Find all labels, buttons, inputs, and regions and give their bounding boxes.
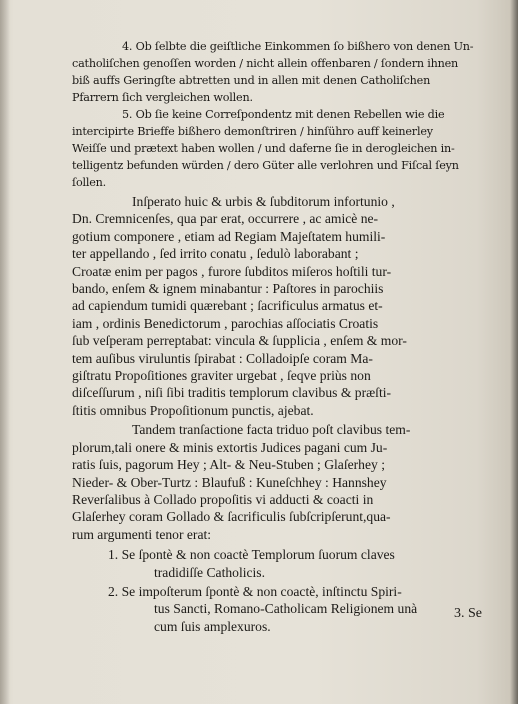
text-line: Croatæ enim per pagos , furore ſubditos miſeros hoſtili tur-	[72, 263, 392, 279]
text-line: biß auffs Geringſte abtretten und in allen mit denen Catholiſchen	[72, 74, 431, 87]
text-line: giſtratu Propoſitiones graviter urgebat , ſeqve priùs non	[72, 368, 371, 384]
text-line: ſub veſperam perreptabat: vincula & ſupplicia , enſem & mor-	[72, 333, 407, 349]
text-line: 2. Se impoſterum ſpontè & non coactè, inſtinctu Spiri-	[108, 583, 402, 599]
text-line: Dn. Cremnicenſes, qua par erat, occurrere , ac amicè ne-	[72, 211, 379, 227]
text-line: intercipirte Brieffe bißhero demonſtriren / hinſühro auff keinerley	[72, 125, 433, 138]
text-line: ter appellando , ſed irrito conatu , ſedulò laborabant ;	[72, 246, 359, 262]
text-line: 5. Ob ſie keine Correſpondentz mit denen Rebellen wie die	[122, 108, 445, 121]
binding-shadow	[0, 0, 10, 704]
catchword: 3. Se	[454, 606, 482, 621]
text-line: tem auſibus viruluntis ſpirabat : Colladoipſe coram Ma-	[72, 350, 373, 366]
page-edge	[510, 0, 518, 704]
text-block	[72, 38, 486, 635]
text-line: iam , ordinis Benedictorum , parochias aſſociatis Croatis	[72, 315, 379, 331]
text-line: ad capiendum tumidi quærebant ; ſacrificulus armatus et-	[72, 298, 383, 314]
text-line: Nieder- & Ober-Turtz : Blaufuß : Kuneſchhey : Hannshey	[72, 474, 387, 490]
list-item	[72, 546, 486, 581]
text-line: gotium componere , etiam ad Regiam Majeſtatem humili-	[72, 228, 386, 244]
text-line: plorum,tali onere & minis extortis Judices pagani cum Ju-	[72, 439, 388, 455]
text-line: Inſperato huic & urbis & ſubditorum infortunio ,	[132, 194, 395, 209]
text-line: tus Sancti, Romano-Catholicam Religionem unà	[154, 601, 418, 617]
text-line: telligentz befunden würden / dero Güter alle verlohren und Fiſcal ſeyn	[72, 159, 459, 172]
text-line: catholiſchen genoſſen worden / nicht allein offenbaren / ſondern ihnen	[72, 57, 459, 70]
text-line: 4. Ob ſelbte die geiſtliche Einkommen ſo bißhero von denen Un-	[122, 40, 474, 53]
text-line: rum argumenti tenor erat:	[72, 526, 212, 542]
text-line: Glaſerhey coram Gollado & ſacrificulis ſubſcripſerunt,qua-	[72, 509, 391, 525]
fraktur-paragraph-5	[72, 106, 486, 191]
text-line: cum ſuis amplexuros.	[154, 618, 271, 634]
text-line: Pfarrern ſich vergleichen wollen.	[72, 91, 253, 104]
text-line: ſtitis omnibus Propoſitionum punctis, ajebat.	[72, 402, 314, 418]
text-line: tradidiſſe Catholicis.	[154, 564, 265, 580]
text-line: diſceſſurum , niſi ſibi traditis templorum clavibus & præſti-	[72, 385, 392, 401]
text-line: Reverſalibus à Collado propoſitis vi adducti & coacti in	[72, 491, 374, 507]
text-line: bando, enſem & ignem minabantur : Paſtores in parochiis	[72, 281, 384, 297]
text-line: ratis ſuis, pagorum Hey ; Alt- & Neu-Stuben ; Glaſerhey ;	[72, 457, 385, 473]
latin-paragraph-1	[72, 193, 486, 419]
latin-paragraph-2	[72, 421, 486, 543]
fraktur-paragraph-4	[72, 38, 486, 106]
list-item	[72, 583, 486, 635]
text-line: Tandem tranſactione facta triduo poſt clavibus tem-	[132, 422, 411, 438]
text-line: 1. Se ſpontè & non coactè Templorum ſuorum claves	[108, 547, 395, 563]
text-line: ſollen.	[72, 176, 107, 189]
text-line: Weiſſe und prætext haben wollen / und daferne ſie in derogleichen in-	[72, 142, 455, 155]
